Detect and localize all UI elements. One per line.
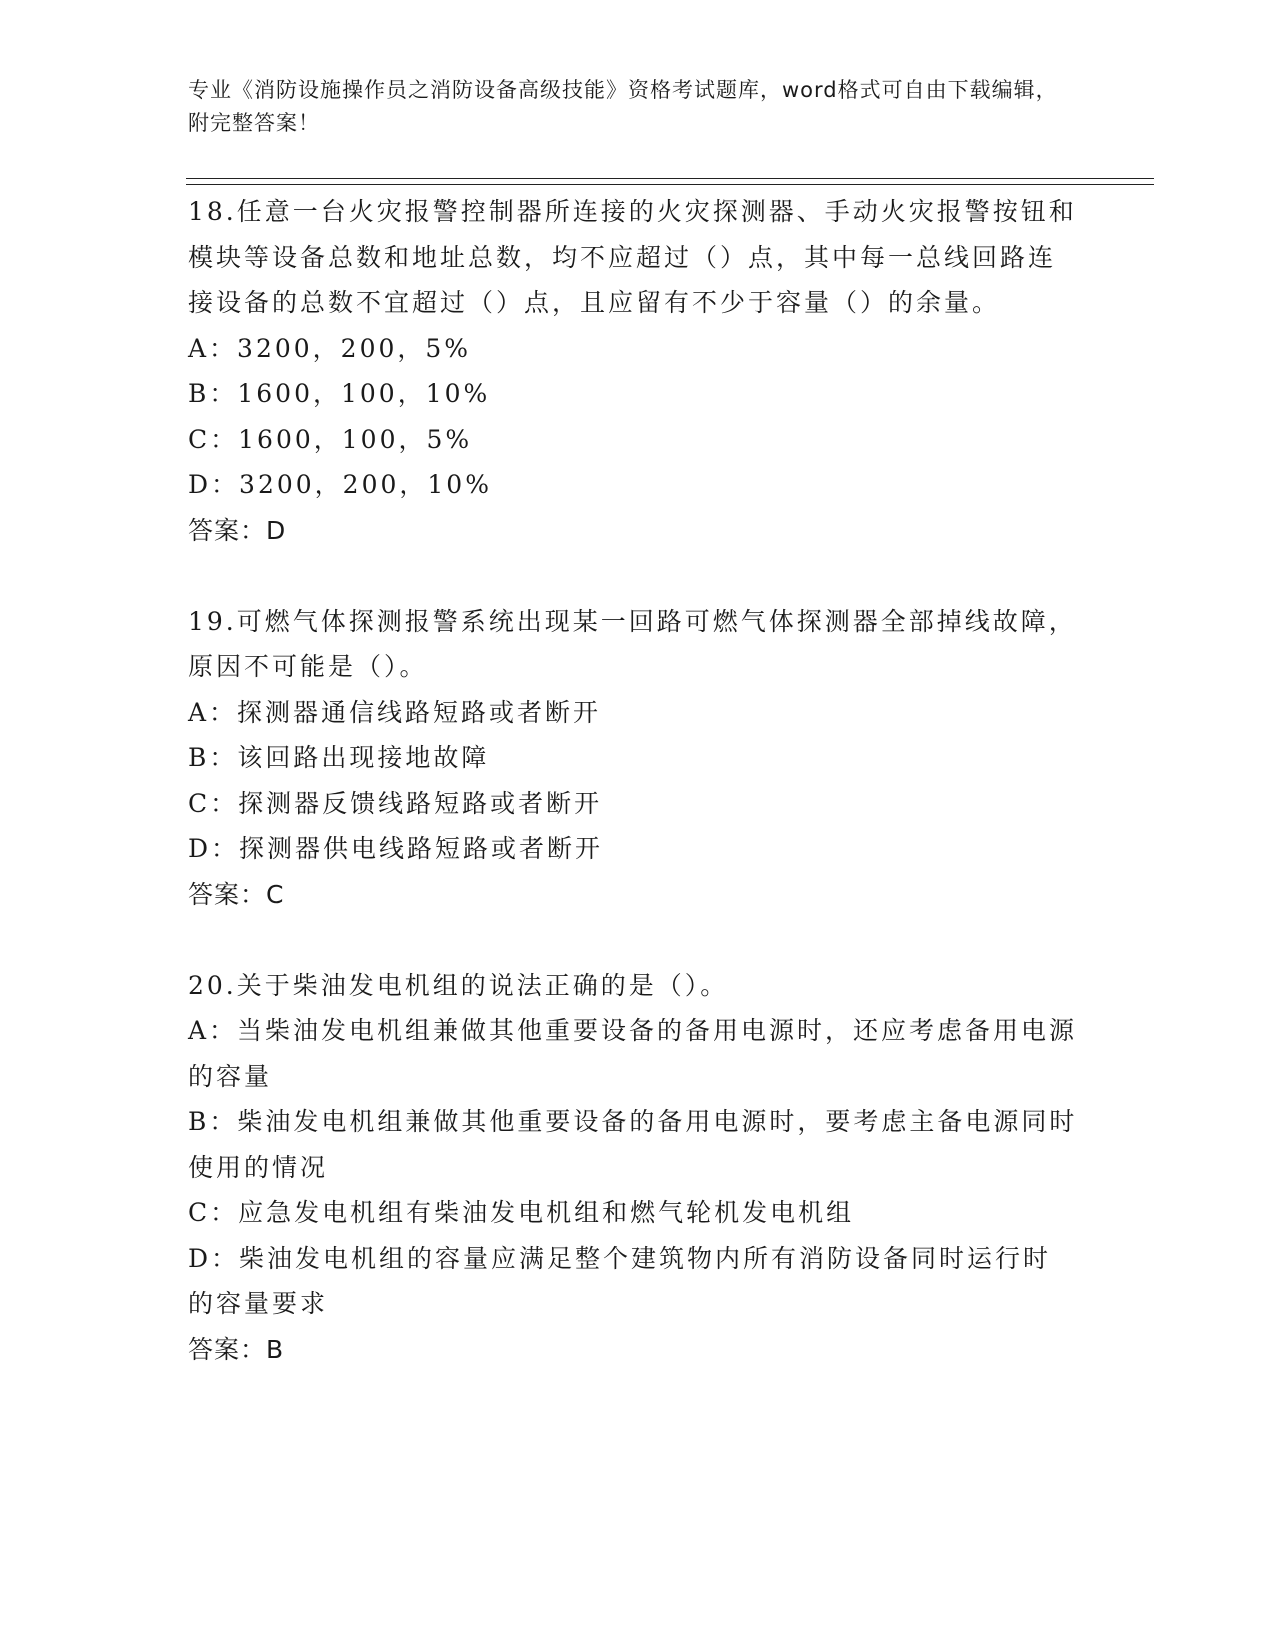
option-b: B：该回路出现接地故障	[188, 743, 490, 772]
option-a: A：3200，200，5%	[188, 333, 472, 363]
question-stem: 19.可燃气体探测报警系统出现某一回路可燃气体探测器全部掉线故障，原因不可能是（）。	[188, 606, 1077, 681]
header-divider-top	[186, 178, 1154, 179]
answer-line: 答案：B	[188, 1334, 285, 1364]
question-19	[188, 599, 1078, 918]
header-divider-bottom	[186, 184, 1154, 185]
question-stem: 20.关于柴油发电机组的说法正确的是（）。	[188, 970, 729, 1000]
question-20	[188, 963, 1078, 1373]
answer-line: 答案：D	[188, 515, 287, 545]
question-spacer	[188, 917, 1078, 963]
option-d: D：3200，200，10%	[188, 470, 492, 499]
option-b: B：1600，100，10%	[188, 379, 491, 408]
option-c: C：应急发电机组有柴油发电机组和燃气轮机发电机组	[188, 1198, 855, 1227]
option-d: D：探测器供电线路短路或者断开	[188, 834, 604, 863]
question-spacer	[188, 553, 1078, 599]
question-18	[188, 189, 1078, 553]
option-d: D：柴油发电机组的容量应满足整个建筑物内所有消防设备同时运行时的容量要求	[188, 1243, 1052, 1318]
option-a: A：探测器通信线路短路或者断开	[188, 697, 602, 727]
question-stem: 18.任意一台火灾报警控制器所连接的火灾探测器、手动火灾报警按钮和模块等设备总数和地址总数，均不应超过（）点，其中每一总线回路连接设备的总数不宜超过（）点，且应留有不少于容量（）的余量。	[188, 197, 1077, 317]
answer-line: 答案：C	[188, 879, 285, 909]
option-c: C：探测器反馈线路短路或者断开	[188, 788, 603, 818]
option-c: C：1600，100，5%	[188, 424, 473, 454]
question-list	[188, 189, 1078, 1372]
option-a: A：当柴油发电机组兼做其他重要设备的备用电源时，还应考虑备用电源的容量	[188, 1016, 1078, 1091]
document-header: 专业《消防设施操作员之消防设备高级技能》资格考试题库，word格式可自由下载编辑，附完整答案！	[188, 78, 1058, 135]
option-b: B：柴油发电机组兼做其他重要设备的备用电源时，要考虑主备电源同时使用的情况	[188, 1107, 1078, 1182]
